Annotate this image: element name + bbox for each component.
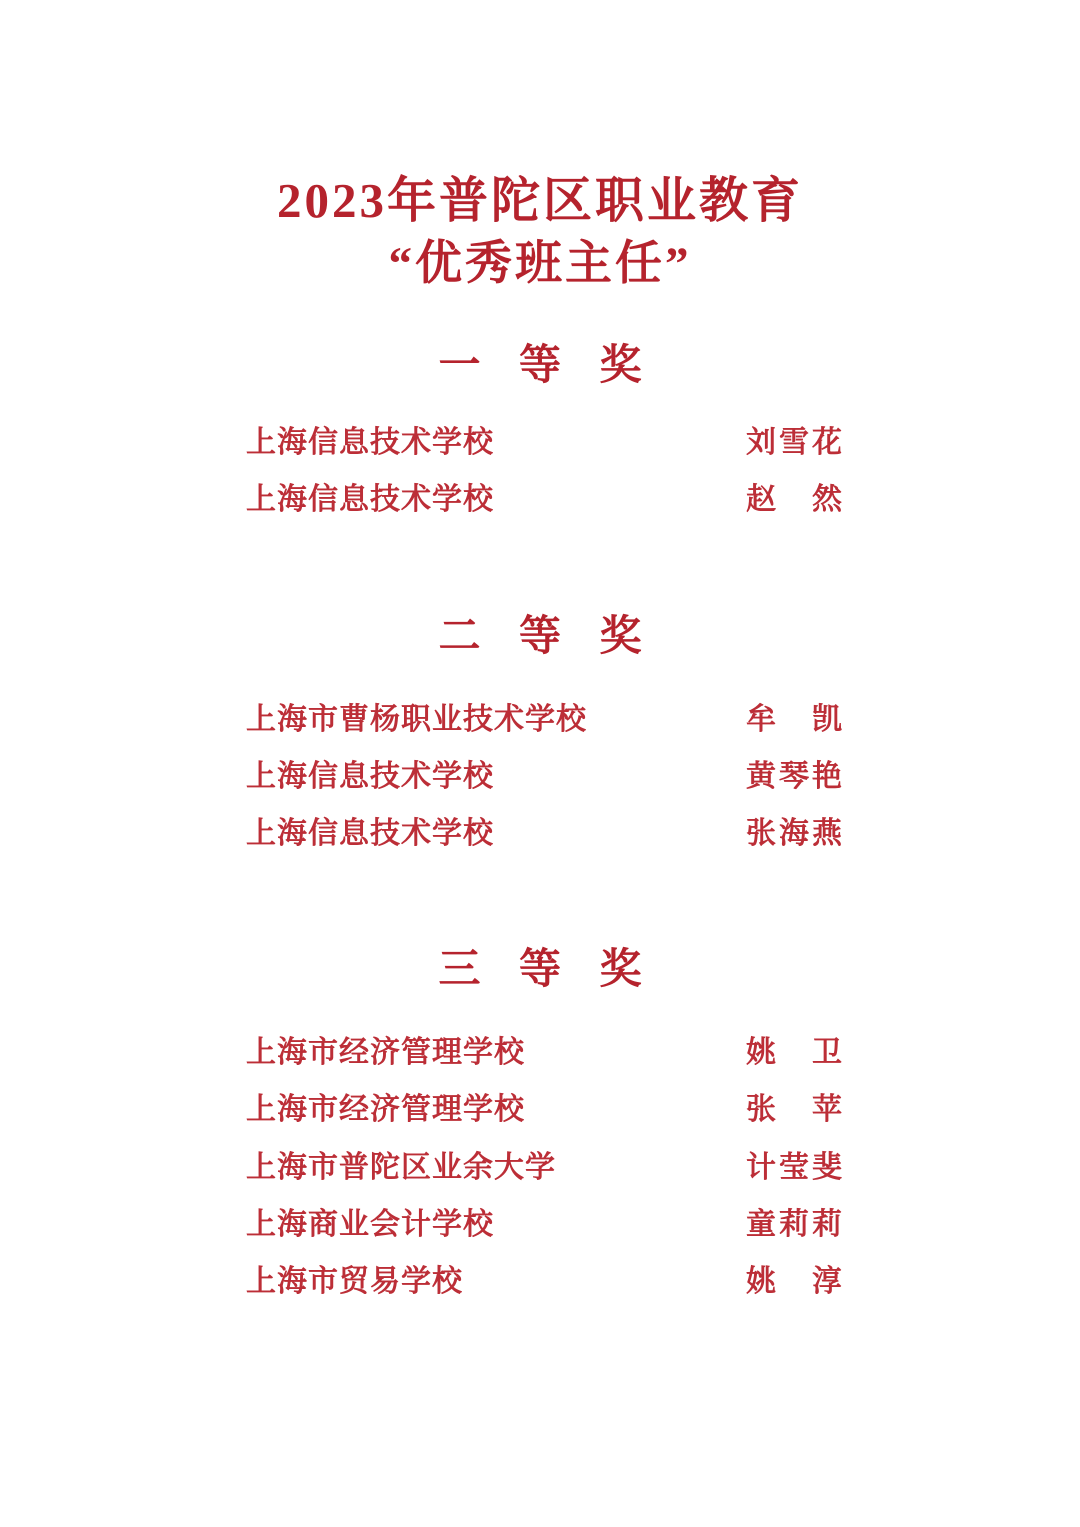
school-name: 上海市曹杨职业技术学校: [246, 703, 587, 736]
winner-name: 牟 凯: [746, 703, 842, 736]
winner-name: 姚 淳: [746, 1265, 842, 1298]
award-entry-row: [246, 1265, 842, 1299]
award-entry-row: [246, 483, 842, 517]
first-prize-header: 一 等 奖: [438, 343, 642, 389]
school-name: 上海市经济管理学校: [246, 1093, 525, 1126]
award-entry-row: [246, 817, 842, 851]
school-name: 上海市经济管理学校: [246, 1036, 525, 1069]
award-entry-row: [246, 1036, 842, 1070]
second-prize-header: 二 等 奖: [438, 614, 642, 660]
award-entry-row: [246, 426, 842, 460]
page-title-line-2: “优秀班主任”: [388, 238, 692, 290]
award-entry-row: [246, 1093, 842, 1127]
school-name: 上海商业会计学校: [246, 1208, 494, 1241]
winner-name: 黄琴艳: [746, 760, 842, 793]
school-name: 上海信息技术学校: [246, 483, 494, 516]
award-entry-row: [246, 703, 842, 737]
winner-name: 计莹斐: [746, 1151, 842, 1184]
school-name: 上海市普陀区业余大学: [246, 1151, 556, 1184]
winner-name: 张海燕: [746, 817, 842, 850]
winner-name: 张 苹: [746, 1093, 842, 1126]
award-entry-row: [246, 1208, 842, 1242]
award-entry-row: [246, 1151, 842, 1185]
school-name: 上海信息技术学校: [246, 817, 494, 850]
page-title-line-1: 2023年普陀区职业教育: [276, 173, 803, 228]
award-entry-row: [246, 760, 842, 794]
winner-name: 刘雪花: [746, 426, 842, 459]
school-name: 上海信息技术学校: [246, 760, 494, 793]
school-name: 上海信息技术学校: [246, 426, 494, 459]
winner-name: 姚 卫: [746, 1036, 842, 1069]
winner-name: 赵 然: [746, 483, 842, 516]
school-name: 上海市贸易学校: [246, 1265, 463, 1298]
winner-name: 童莉莉: [746, 1208, 842, 1241]
third-prize-header: 三 等 奖: [438, 947, 642, 993]
